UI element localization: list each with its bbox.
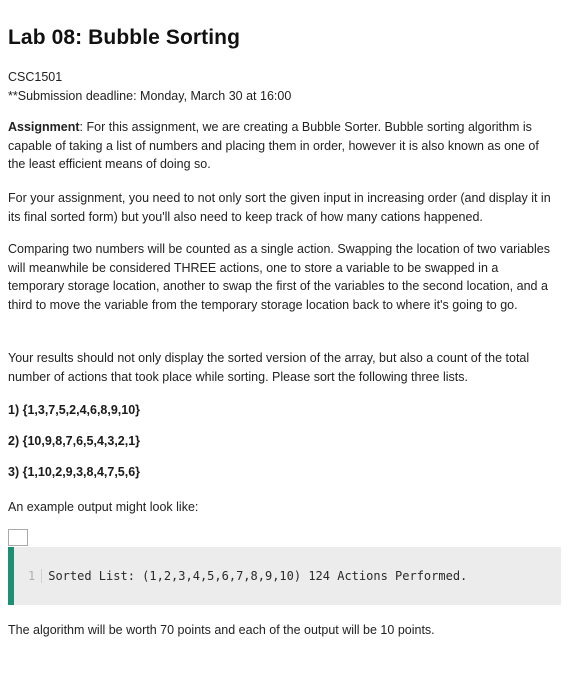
code-line xyxy=(28,569,467,583)
list-item-3: 3) {1,10,2,9,3,8,4,7,5,6} xyxy=(8,465,141,479)
code-text: Sorted List: (1,2,3,4,5,6,7,8,9,10) 124 Actions Performed. xyxy=(48,569,468,583)
assignment-text: : For this assignment, we are creating a Bubble Sorter. Bubble sorting algorithm is capable of taking a list of numbers and placing them in order, however it is also known as one of the least efficient means of doing so. xyxy=(8,120,539,172)
instructions-paragraph: For your assignment, you need to not only sort the given input in increasing order (and display it in its final sorted form) but you'll also need to keep track of how many cations happened. xyxy=(8,191,551,224)
line-number: 1 xyxy=(28,569,42,583)
page-title: Lab 08: Bubble Sorting xyxy=(8,26,241,49)
list-item-2: 2) {10,9,8,7,6,5,4,3,2,1} xyxy=(8,434,141,448)
assignment-label: Assignment xyxy=(8,120,80,134)
list-item-1: 1) {1,3,7,5,2,4,6,8,9,10} xyxy=(8,403,141,417)
counting-rules-paragraph: Comparing two numbers will be counted as a single action. Swapping the location of two variables will meanwhile be considered THREE actions, one to store a variable to be swapped in a temporary storage location, another to swap the first of the variables to the second location, and a third to move the variable from the temporary storage location back to where it's going to go. xyxy=(8,242,550,313)
submission-deadline: **Submission deadline: Monday, March 30 at 16:00 xyxy=(8,89,292,103)
results-paragraph: Your results should not only display the sorted version of the array, but also a count of the total number of actions that took place while sorting. Please sort the following three lists. xyxy=(8,351,530,384)
assignment-paragraph xyxy=(8,118,558,174)
code-block-checkbox[interactable] xyxy=(8,529,28,546)
closing-paragraph: The algorithm will be worth 70 points and each of the output will be 10 points. xyxy=(8,623,435,637)
code-block xyxy=(8,547,561,605)
course-code: CSC1501 xyxy=(8,70,63,84)
example-intro: An example output might look like: xyxy=(8,500,199,514)
